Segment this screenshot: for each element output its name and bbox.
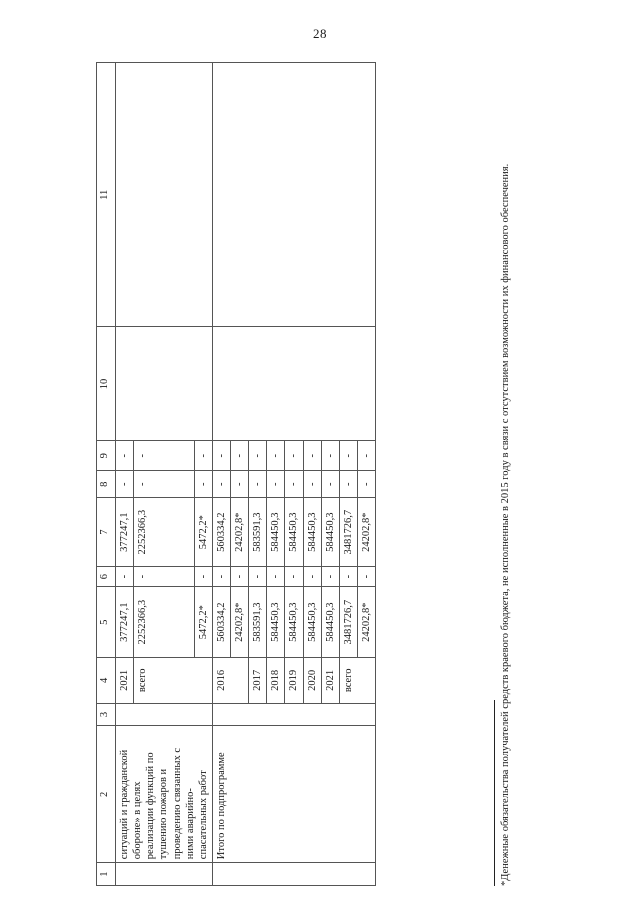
- value-col9: -: [231, 441, 249, 471]
- value-col7: 583591,3: [249, 498, 267, 566]
- value-col7: 584450,3: [285, 498, 303, 566]
- value-col5: 583591,3: [249, 587, 267, 658]
- value-col8: -: [231, 471, 249, 498]
- table-row: [116, 63, 134, 886]
- value-col9: -: [339, 441, 357, 471]
- year-cell: 2019: [285, 658, 303, 704]
- year-cell: 2017: [249, 658, 267, 704]
- value-col6: -: [116, 566, 134, 587]
- cell-col3: [212, 703, 375, 726]
- header-cell: 2: [97, 726, 116, 863]
- header-cell: 6: [97, 566, 116, 587]
- value-col9: -: [267, 441, 285, 471]
- cell-col10: [116, 327, 213, 441]
- header-cell: 1: [97, 863, 116, 886]
- value-col6: -: [267, 566, 285, 587]
- value-col8: -: [212, 471, 230, 498]
- cell-col1: [116, 863, 213, 886]
- value-col6: -: [212, 566, 230, 587]
- cell-col11: [212, 63, 375, 328]
- value-col8: -: [339, 471, 357, 498]
- value-col7: 584450,3: [267, 498, 285, 566]
- value-col6: -: [321, 566, 339, 587]
- header-cell: 8: [97, 471, 116, 498]
- value-col7: 3481726,7: [339, 498, 357, 566]
- cell-col1: [212, 863, 375, 886]
- value-col8: -: [285, 471, 303, 498]
- value-col5: 584450,3: [303, 587, 321, 658]
- value-col9: -: [249, 441, 267, 471]
- footnote: *Денежные обязательства получателей средств краевого бюджета, не исполненные в 2015 году в связи с отсутствием возможности их финансового обеспечения.: [500, 163, 511, 886]
- header-cell: 11: [97, 63, 116, 328]
- value-col7: 2252366,3: [134, 498, 195, 566]
- header-cell: 5: [97, 587, 116, 658]
- value-col8: -: [303, 471, 321, 498]
- value-col5: 24202,8*: [357, 587, 375, 658]
- value-col8: -: [267, 471, 285, 498]
- value-col7: 560334,2: [212, 498, 230, 566]
- value-col8: -: [321, 471, 339, 498]
- page-number: 28: [313, 26, 327, 41]
- value-col5: 377247,1: [116, 587, 134, 658]
- table-row: [212, 63, 230, 886]
- cell-col11: [116, 63, 213, 328]
- value-col6: -: [134, 566, 195, 587]
- value-col5: 2252366,3: [134, 587, 195, 658]
- value-col6: -: [357, 566, 375, 587]
- value-col6: -: [249, 566, 267, 587]
- year-cell: 2016: [212, 658, 248, 704]
- value-col7: 584450,3: [321, 498, 339, 566]
- header-cell: 3: [97, 703, 116, 726]
- value-col5: 584450,3: [321, 587, 339, 658]
- value-col9: -: [134, 441, 195, 471]
- header-row: [97, 63, 116, 886]
- rotated-content: [96, 46, 536, 886]
- budget-table: [96, 62, 376, 886]
- value-col6: -: [231, 566, 249, 587]
- value-col5: 584450,3: [267, 587, 285, 658]
- value-col8: -: [116, 471, 134, 498]
- value-col5: 24202,8*: [231, 587, 249, 658]
- value-col7: 24202,8*: [231, 498, 249, 566]
- value-col6: -: [339, 566, 357, 587]
- year-cell: 2021: [116, 658, 134, 704]
- value-col6: -: [194, 566, 212, 587]
- footnote-divider: [494, 700, 495, 886]
- header-cell: 4: [97, 658, 116, 704]
- year-cell: 2021: [321, 658, 339, 704]
- measure-name: ситуаций и гражданской обороне» в целях реализации функций по тушению пожаров и проведению связанных с ними аварийно-спасательных работ: [116, 726, 213, 863]
- value-col9: -: [357, 441, 375, 471]
- value-col9: -: [321, 441, 339, 471]
- header-cell: 10: [97, 327, 116, 441]
- value-col9: -: [285, 441, 303, 471]
- cell-col10: [212, 327, 375, 441]
- header-cell: 7: [97, 498, 116, 566]
- value-col7: 377247,1: [116, 498, 134, 566]
- value-col9: -: [194, 441, 212, 471]
- year-cell: всего: [134, 658, 213, 704]
- value-col9: -: [116, 441, 134, 471]
- value-col7: 5472,2*: [194, 498, 212, 566]
- value-col8: -: [194, 471, 212, 498]
- year-cell: 2020: [303, 658, 321, 704]
- value-col7: 584450,3: [303, 498, 321, 566]
- year-cell: 2018: [267, 658, 285, 704]
- header-cell: 9: [97, 441, 116, 471]
- value-col6: -: [303, 566, 321, 587]
- value-col8: -: [249, 471, 267, 498]
- value-col6: -: [285, 566, 303, 587]
- subtotal-name: Итого по подпрограмме: [212, 726, 375, 863]
- value-col5: 5472,2*: [194, 587, 212, 658]
- value-col9: -: [212, 441, 230, 471]
- value-col9: -: [303, 441, 321, 471]
- value-col7: 24202,8*: [357, 498, 375, 566]
- value-col5: 560334,2: [212, 587, 230, 658]
- year-cell: всего: [339, 658, 375, 704]
- value-col8: -: [134, 471, 195, 498]
- cell-col3: [116, 703, 213, 726]
- value-col8: -: [357, 471, 375, 498]
- value-col5: 3481726,7: [339, 587, 357, 658]
- value-col5: 584450,3: [285, 587, 303, 658]
